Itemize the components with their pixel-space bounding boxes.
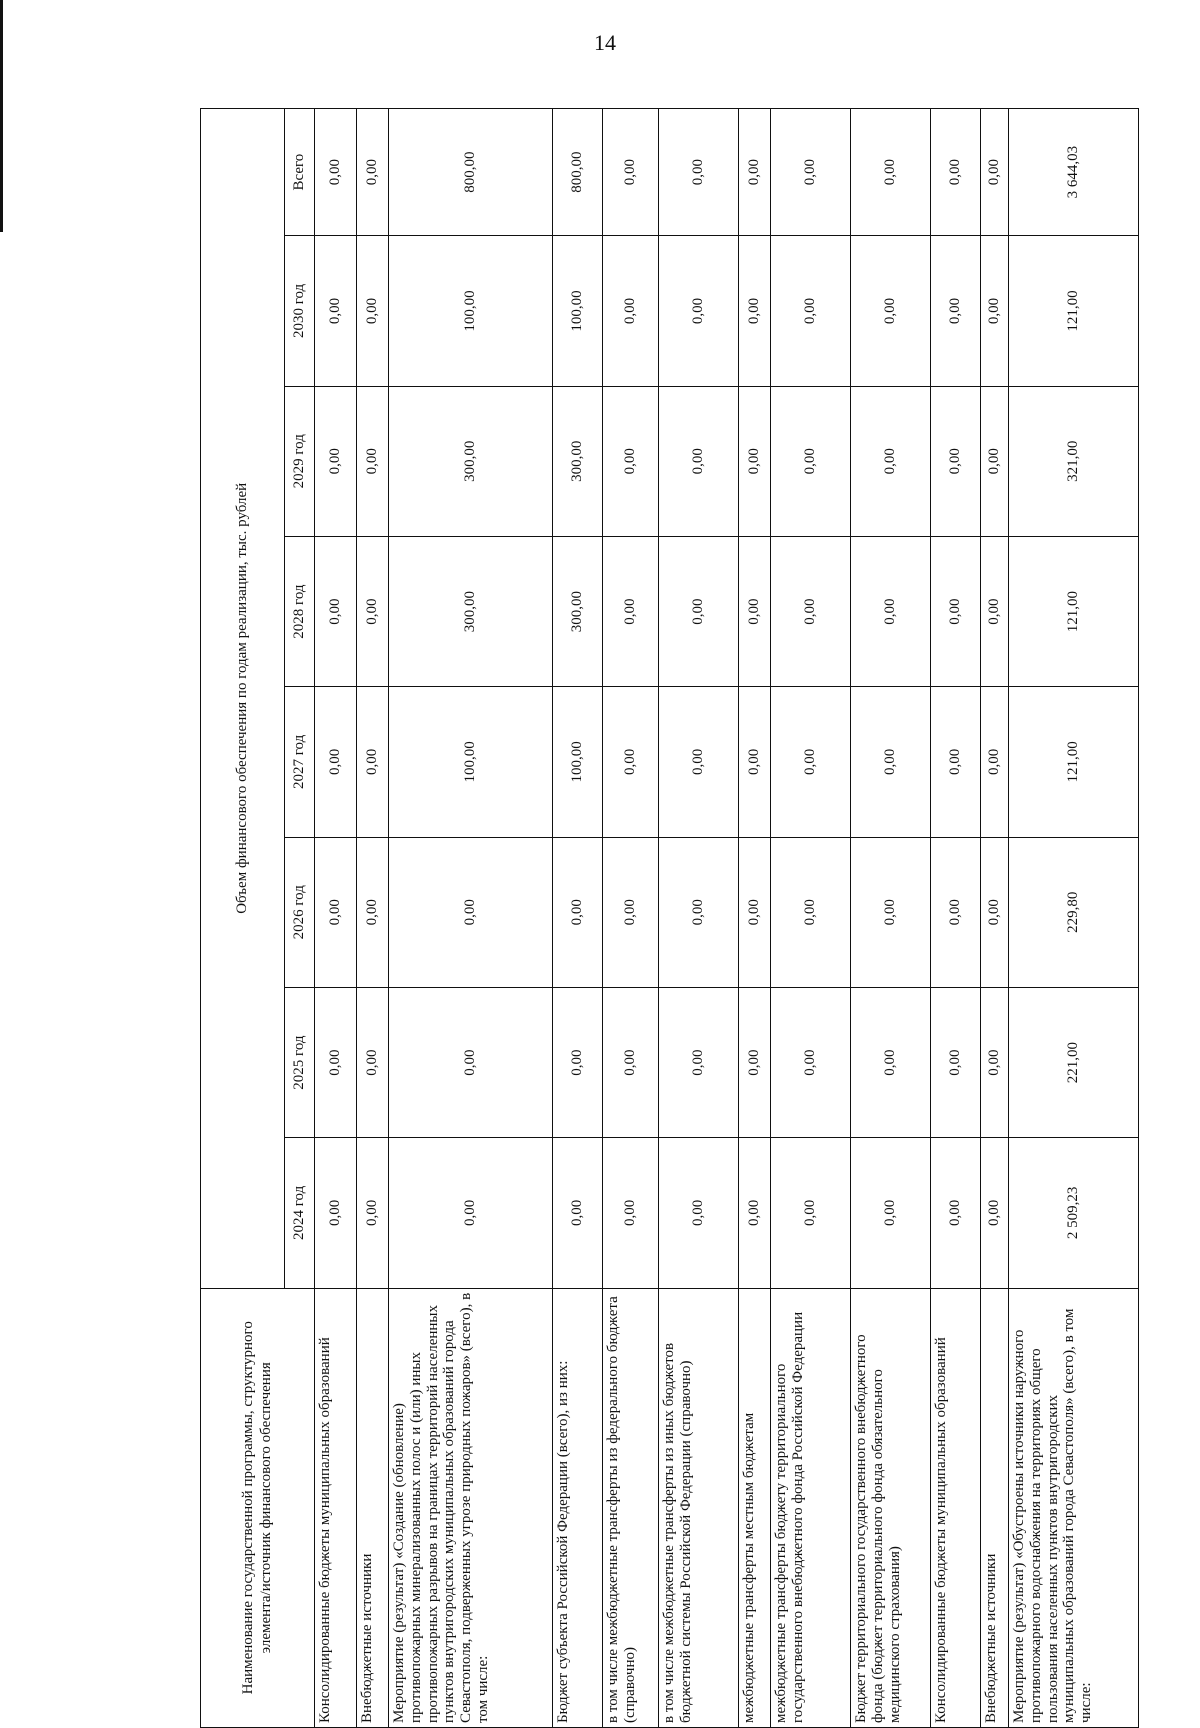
cell-value: 0,00: [851, 236, 931, 386]
table-row: [851, 109, 931, 1728]
cell-value: 0,00: [981, 837, 1009, 987]
cell-value: 100,00: [553, 687, 603, 837]
table-row: [553, 109, 603, 1728]
cell-value: 800,00: [389, 109, 553, 236]
row-label: межбюджетные трансферты местным бюджетам: [739, 1288, 771, 1727]
cell-value: 0,00: [771, 536, 851, 686]
row-label: Бюджет субъекта Российской Федерации (всего), из них:: [553, 1288, 603, 1727]
year-header-2025: 2025 год: [285, 987, 315, 1137]
cell-value: 229,80: [1009, 837, 1139, 987]
financing-table: [200, 108, 1139, 1728]
cell-value: 0,00: [315, 837, 357, 987]
year-header-2027: 2027 год: [285, 687, 315, 837]
cell-value: 0,00: [981, 109, 1009, 236]
year-header-2029: 2029 год: [285, 386, 315, 536]
cell-value: 0,00: [603, 987, 659, 1137]
table-row: [389, 109, 553, 1728]
cell-value: 0,00: [603, 386, 659, 536]
cell-value: 121,00: [1009, 536, 1139, 686]
rotated-table-container: [200, 108, 1135, 1728]
cell-value: 0,00: [851, 536, 931, 686]
scan-edge-mark: [0, 0, 3, 232]
cell-value: 0,00: [981, 987, 1009, 1137]
cell-value: 0,00: [771, 837, 851, 987]
cell-value: 0,00: [739, 687, 771, 837]
cell-value: 0,00: [659, 687, 739, 837]
cell-value: 0,00: [851, 837, 931, 987]
cell-value: 0,00: [389, 837, 553, 987]
cell-value: 0,00: [603, 536, 659, 686]
cell-value: 0,00: [981, 687, 1009, 837]
cell-value: 0,00: [771, 687, 851, 837]
cell-value: 0,00: [553, 1138, 603, 1288]
cell-value: 0,00: [389, 987, 553, 1137]
cell-value: 0,00: [659, 236, 739, 386]
cell-value: 0,00: [981, 386, 1009, 536]
cell-value: 0,00: [357, 536, 389, 686]
cell-value: 0,00: [851, 386, 931, 536]
cell-value: 0,00: [603, 109, 659, 236]
cell-value: 0,00: [739, 837, 771, 987]
table-row: [739, 109, 771, 1728]
cell-value: 0,00: [739, 109, 771, 236]
cell-value: 0,00: [739, 386, 771, 536]
table-row: [1009, 109, 1139, 1728]
cell-value: 0,00: [931, 837, 981, 987]
row-label: Мероприятие (результат) «Создание (обновление) противопожарных минерализованных полос и (или) иных противопожарных разрывов на границах территорий населенных пунктов внутригородских муниципальных образований города Севастополя, подверженных угрозе природных пожаров» (всего), в том числе:: [389, 1288, 553, 1727]
cell-value: 0,00: [851, 1138, 931, 1288]
cell-value: 0,00: [603, 837, 659, 987]
cell-value: 0,00: [931, 236, 981, 386]
cell-value: 100,00: [389, 236, 553, 386]
cell-value: 0,00: [739, 536, 771, 686]
row-label: Внебюджетные источники: [357, 1288, 389, 1727]
total-header: Всего: [285, 109, 315, 236]
cell-value: 0,00: [357, 687, 389, 837]
cell-value: 0,00: [357, 837, 389, 987]
cell-value: 0,00: [739, 1138, 771, 1288]
cell-value: 0,00: [981, 1138, 1009, 1288]
cell-value: 0,00: [315, 236, 357, 386]
cell-value: 3 644,03: [1009, 109, 1139, 236]
cell-value: 0,00: [771, 386, 851, 536]
cell-value: 0,00: [851, 109, 931, 236]
row-label: в том числе межбюджетные трансферты из федерального бюджета (справочно): [603, 1288, 659, 1727]
cell-value: 300,00: [389, 386, 553, 536]
cell-value: 0,00: [659, 837, 739, 987]
cell-value: 0,00: [315, 687, 357, 837]
cell-value: 0,00: [603, 687, 659, 837]
name-column-header: Наименование государственной программы, структурного элемента/источник финансового обеспечения: [201, 1288, 315, 1727]
cell-value: 0,00: [357, 1138, 389, 1288]
row-label: Мероприятие (результат) «Обустроены источники наружного противопожарного водоснабжения на территориях общего пользования населенных пунктов внутригородских муниципальных образований города Севастополя» (всего), в том числе:: [1009, 1288, 1139, 1727]
cell-value: 221,00: [1009, 987, 1139, 1137]
cell-value: 0,00: [357, 386, 389, 536]
cell-value: 0,00: [771, 987, 851, 1137]
row-label: в том числе межбюджетные трансферты из иных бюджетов бюджетной системы Российской Федерации (справочно): [659, 1288, 739, 1727]
cell-value: 2 509,23: [1009, 1138, 1139, 1288]
row-label: Консолидированные бюджеты муниципальных образований: [931, 1288, 981, 1727]
cell-value: 0,00: [553, 987, 603, 1137]
cell-value: 300,00: [389, 536, 553, 686]
cell-value: 0,00: [659, 1138, 739, 1288]
cell-value: 0,00: [931, 536, 981, 686]
cell-value: 0,00: [931, 386, 981, 536]
row-label: Бюджет территориального государственного внебюджетного фонда (бюджет территориального фонда обязательного медицинского страхования): [851, 1288, 931, 1727]
cell-value: 0,00: [851, 987, 931, 1137]
cell-value: 0,00: [931, 109, 981, 236]
table-row: [357, 109, 389, 1728]
row-label: Консолидированные бюджеты муниципальных образований: [315, 1288, 357, 1727]
cell-value: 0,00: [771, 1138, 851, 1288]
cell-value: 0,00: [603, 1138, 659, 1288]
row-label: межбюджетные трансферты бюджету территориального государственного внебюджетного фонда Российской Федерации: [771, 1288, 851, 1727]
cell-value: 321,00: [1009, 386, 1139, 536]
year-header-2030: 2030 год: [285, 236, 315, 386]
funding-volume-header: Объем финансового обеспечения по годам реализации, тыс. рублей: [201, 109, 285, 1289]
cell-value: 300,00: [553, 536, 603, 686]
table-row: [771, 109, 851, 1728]
cell-value: 300,00: [553, 386, 603, 536]
cell-value: 0,00: [659, 386, 739, 536]
cell-value: 0,00: [315, 109, 357, 236]
cell-value: 100,00: [389, 687, 553, 837]
cell-value: 0,00: [771, 236, 851, 386]
year-header-2028: 2028 год: [285, 536, 315, 686]
table-row: [315, 109, 357, 1728]
cell-value: 0,00: [389, 1138, 553, 1288]
row-label: Внебюджетные источники: [981, 1288, 1009, 1727]
cell-value: 0,00: [771, 109, 851, 236]
table-row: [981, 109, 1009, 1728]
year-header-2024: 2024 год: [285, 1138, 315, 1288]
cell-value: 0,00: [659, 109, 739, 236]
cell-value: 0,00: [357, 987, 389, 1137]
table-row: [931, 109, 981, 1728]
cell-value: 121,00: [1009, 236, 1139, 386]
year-header-2026: 2026 год: [285, 837, 315, 987]
cell-value: 800,00: [553, 109, 603, 236]
cell-value: 0,00: [659, 987, 739, 1137]
cell-value: 0,00: [315, 987, 357, 1137]
cell-value: 0,00: [357, 109, 389, 236]
cell-value: 0,00: [553, 837, 603, 987]
table-row: [603, 109, 659, 1728]
cell-value: 0,00: [981, 536, 1009, 686]
cell-value: 0,00: [315, 1138, 357, 1288]
cell-value: 0,00: [851, 687, 931, 837]
page-number: 14: [594, 30, 616, 55]
cell-value: 0,00: [739, 236, 771, 386]
cell-value: 121,00: [1009, 687, 1139, 837]
cell-value: 0,00: [603, 236, 659, 386]
cell-value: 0,00: [315, 536, 357, 686]
cell-value: 0,00: [659, 536, 739, 686]
table-row: [659, 109, 739, 1728]
cell-value: 0,00: [931, 687, 981, 837]
cell-value: 0,00: [931, 987, 981, 1137]
cell-value: 0,00: [315, 386, 357, 536]
cell-value: 0,00: [981, 236, 1009, 386]
cell-value: 0,00: [357, 236, 389, 386]
cell-value: 0,00: [739, 987, 771, 1137]
cell-value: 100,00: [553, 236, 603, 386]
cell-value: 0,00: [931, 1138, 981, 1288]
